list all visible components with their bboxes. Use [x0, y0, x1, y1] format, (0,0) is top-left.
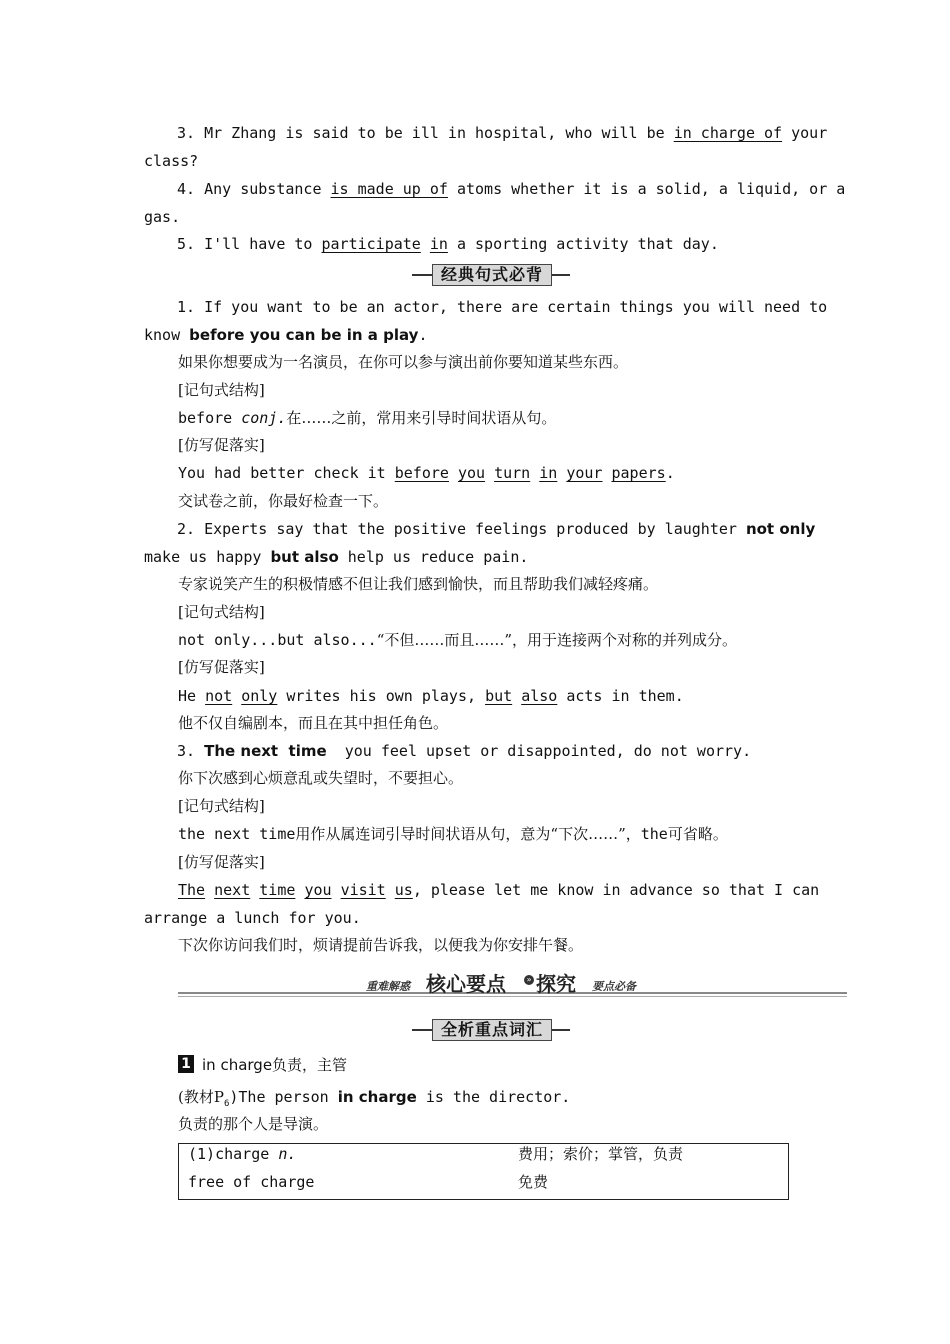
exercise-text: 5. I'll have to: [177, 235, 322, 253]
exercise-answer: participate: [321, 235, 421, 253]
structure-text: 用作从属连词引导时间状语从句，意为“下次……”，: [295, 825, 641, 843]
practice-answer: in: [539, 464, 558, 482]
practice-answer: The: [178, 881, 206, 899]
exercise-text: 4. Any substance: [177, 180, 331, 198]
sentence-3-practice-translation: 下次你访问我们时，烦请提前告诉我，以便我为你安排午餐。: [178, 936, 584, 954]
sentence-text: 3.: [177, 742, 205, 760]
vocab-example: [178, 1087, 570, 1107]
exercise-text: atoms whether it is a solid, a liquid, or a: [447, 180, 846, 198]
practice-answer: you: [304, 881, 332, 899]
sentence-2-practice: [178, 686, 684, 706]
section-header-key-vocab: [412, 1019, 570, 1041]
practice-text: .: [665, 464, 675, 482]
sentence-2-line-1: [177, 519, 815, 539]
sentence-3-structure: [178, 824, 728, 844]
example-source-page: 6: [223, 1099, 230, 1109]
structure-label: [记句式结构]: [178, 381, 265, 399]
example-source: (教材P: [178, 1088, 224, 1106]
exercise-item-3: [177, 123, 827, 143]
banner-title: 核心要点: [426, 972, 506, 996]
practice-text: You had better check it: [178, 464, 395, 482]
table-cell-pos: n.: [278, 1145, 297, 1163]
practice-answer: your: [566, 464, 603, 482]
vocab-term: in charge: [202, 1056, 273, 1074]
structure-label: [记句式结构]: [178, 603, 265, 621]
sentence-2-line-2: [144, 547, 528, 567]
example-text: )The person: [229, 1088, 338, 1106]
sentence-1-translation: 如果你想要成为一名演员，在你可以参与演出前你要知道某些东西。: [178, 353, 629, 371]
sentence-1-line-2: [144, 325, 427, 345]
practice-answer: but: [485, 687, 513, 705]
sentence-text: make us happy: [144, 548, 271, 566]
practice-answer: before: [394, 464, 449, 482]
practice-answer: papers: [611, 464, 666, 482]
exercise-item-4-wrap: gas.: [144, 208, 181, 226]
sentence-3-practice-wrap: arrange a lunch for you.: [144, 909, 361, 927]
sentence-key-phrase: The next time: [204, 742, 327, 760]
sentence-2-translation: 专家说笑产生的积极情感不但让我们感到愉快，而且帮助我们减轻疼痛。: [178, 575, 659, 593]
section-title: 经典句式必背: [432, 264, 552, 286]
structure-text: 在……之前，常用来引导时间状语从句。: [286, 409, 557, 427]
table-cell-text: (1)charge: [188, 1145, 279, 1163]
practice-answer: turn: [494, 464, 531, 482]
vocab-table: [178, 1143, 789, 1200]
sentence-2-practice-translation: 他不仅自编剧本，而且在其中担任角色。: [178, 714, 449, 732]
sentence-text: you feel upset or disappointed, do not worry.: [326, 742, 752, 760]
banner-arrow-icon: »: [524, 975, 534, 985]
practice-answer: only: [241, 687, 278, 705]
exercise-text: 3. Mr Zhang is said to be ill in hospital, who will be: [177, 124, 674, 142]
sentence-text: 2. Experts say that the positive feelings produced by laughter: [177, 520, 746, 538]
core-points-banner: [178, 966, 847, 1000]
practice-text: He: [178, 687, 206, 705]
sentence-1-practice: [178, 463, 675, 483]
banner-rule: [178, 996, 847, 997]
practice-text: writes his own plays,: [277, 687, 486, 705]
exercise-text: [421, 235, 430, 253]
practice-label: [仿写促落实]: [178, 853, 265, 871]
sentence-3-line-1: [177, 741, 751, 761]
table-cell: free of charge: [188, 1173, 315, 1191]
practice-text: , please let me know in advance so that I can: [412, 881, 820, 899]
header-rule-left: [412, 1029, 432, 1031]
banner-rule: [178, 992, 847, 994]
structure-text: 可省略。: [667, 825, 728, 843]
sentence-key-phrase: not only: [745, 520, 816, 538]
header-rule-right: [550, 1029, 570, 1031]
exercise-answer: in: [429, 235, 448, 253]
practice-answer: next: [214, 881, 251, 899]
sentence-1-line-1: 1. If you want to be an actor, there are certain things you will need to: [177, 298, 828, 316]
table-cell: 免费: [518, 1173, 549, 1191]
structure-text: not only...but also...: [178, 631, 377, 649]
exercise-text: your: [782, 124, 828, 142]
structure-pos: conj.: [241, 409, 287, 427]
sentence-text: help us reduce pain.: [338, 548, 529, 566]
banner-title-suffix: 探究: [536, 972, 576, 996]
exercise-item-4: [177, 179, 845, 199]
sentence-2-structure: [178, 630, 737, 650]
exercise-answer: is made up of: [330, 180, 448, 198]
practice-answer: visit: [340, 881, 386, 899]
practice-answer: you: [457, 464, 486, 482]
sentence-key-phrase: before you can be in a play: [189, 326, 419, 344]
structure-text: the next time: [178, 825, 296, 843]
sentence-text: know: [144, 326, 190, 344]
example-key-phrase: in charge: [337, 1088, 417, 1106]
sentence-1-practice-translation: 交试卷之前，你最好检查一下。: [178, 492, 389, 510]
exercise-item-5: [177, 234, 719, 254]
practice-answer: also: [521, 687, 558, 705]
table-cell: [188, 1144, 296, 1164]
structure-text: the: [640, 825, 668, 843]
exercise-item-3-wrap: class?: [144, 152, 199, 170]
practice-text: acts in them.: [557, 687, 684, 705]
item-number-badge: 1: [178, 1055, 194, 1073]
table-cell: 费用；索价；掌管，负责: [518, 1145, 684, 1163]
sentence-3-practice: [178, 880, 819, 900]
structure-label: [记句式结构]: [178, 797, 265, 815]
structure-text: before: [178, 409, 242, 427]
example-text: is the director.: [416, 1088, 571, 1106]
vocab-example-translation: 负责的那个人是导演。: [178, 1115, 329, 1133]
practice-label: [仿写促落实]: [178, 658, 265, 676]
sentence-3-translation: 你下次感到心烦意乱或失望时，不要担心。: [178, 769, 464, 787]
vocab-term-line: [202, 1055, 347, 1075]
section-title: 全析重点词汇: [432, 1019, 552, 1041]
sentence-text: .: [418, 326, 428, 344]
banner-left-label: 重难解惑: [366, 980, 410, 993]
header-rule-left: [412, 274, 432, 276]
banner-right-label: 要点必备: [592, 980, 636, 993]
section-header-classic-sentences: [412, 264, 570, 286]
sentence-1-structure: [178, 408, 556, 428]
practice-label: [仿写促落实]: [178, 436, 265, 454]
vocab-meaning: 负责，主管: [272, 1056, 348, 1074]
practice-answer: not: [205, 687, 233, 705]
exercise-answer: in charge of: [673, 124, 783, 142]
header-rule-right: [550, 274, 570, 276]
sentence-key-phrase: but also: [270, 548, 339, 566]
practice-answer: time: [259, 881, 296, 899]
exercise-text: a sporting activity that day.: [447, 235, 719, 253]
structure-text: “不但……而且……”，用于连接两个对称的并列成分。: [376, 631, 738, 649]
practice-answer: us: [394, 881, 413, 899]
